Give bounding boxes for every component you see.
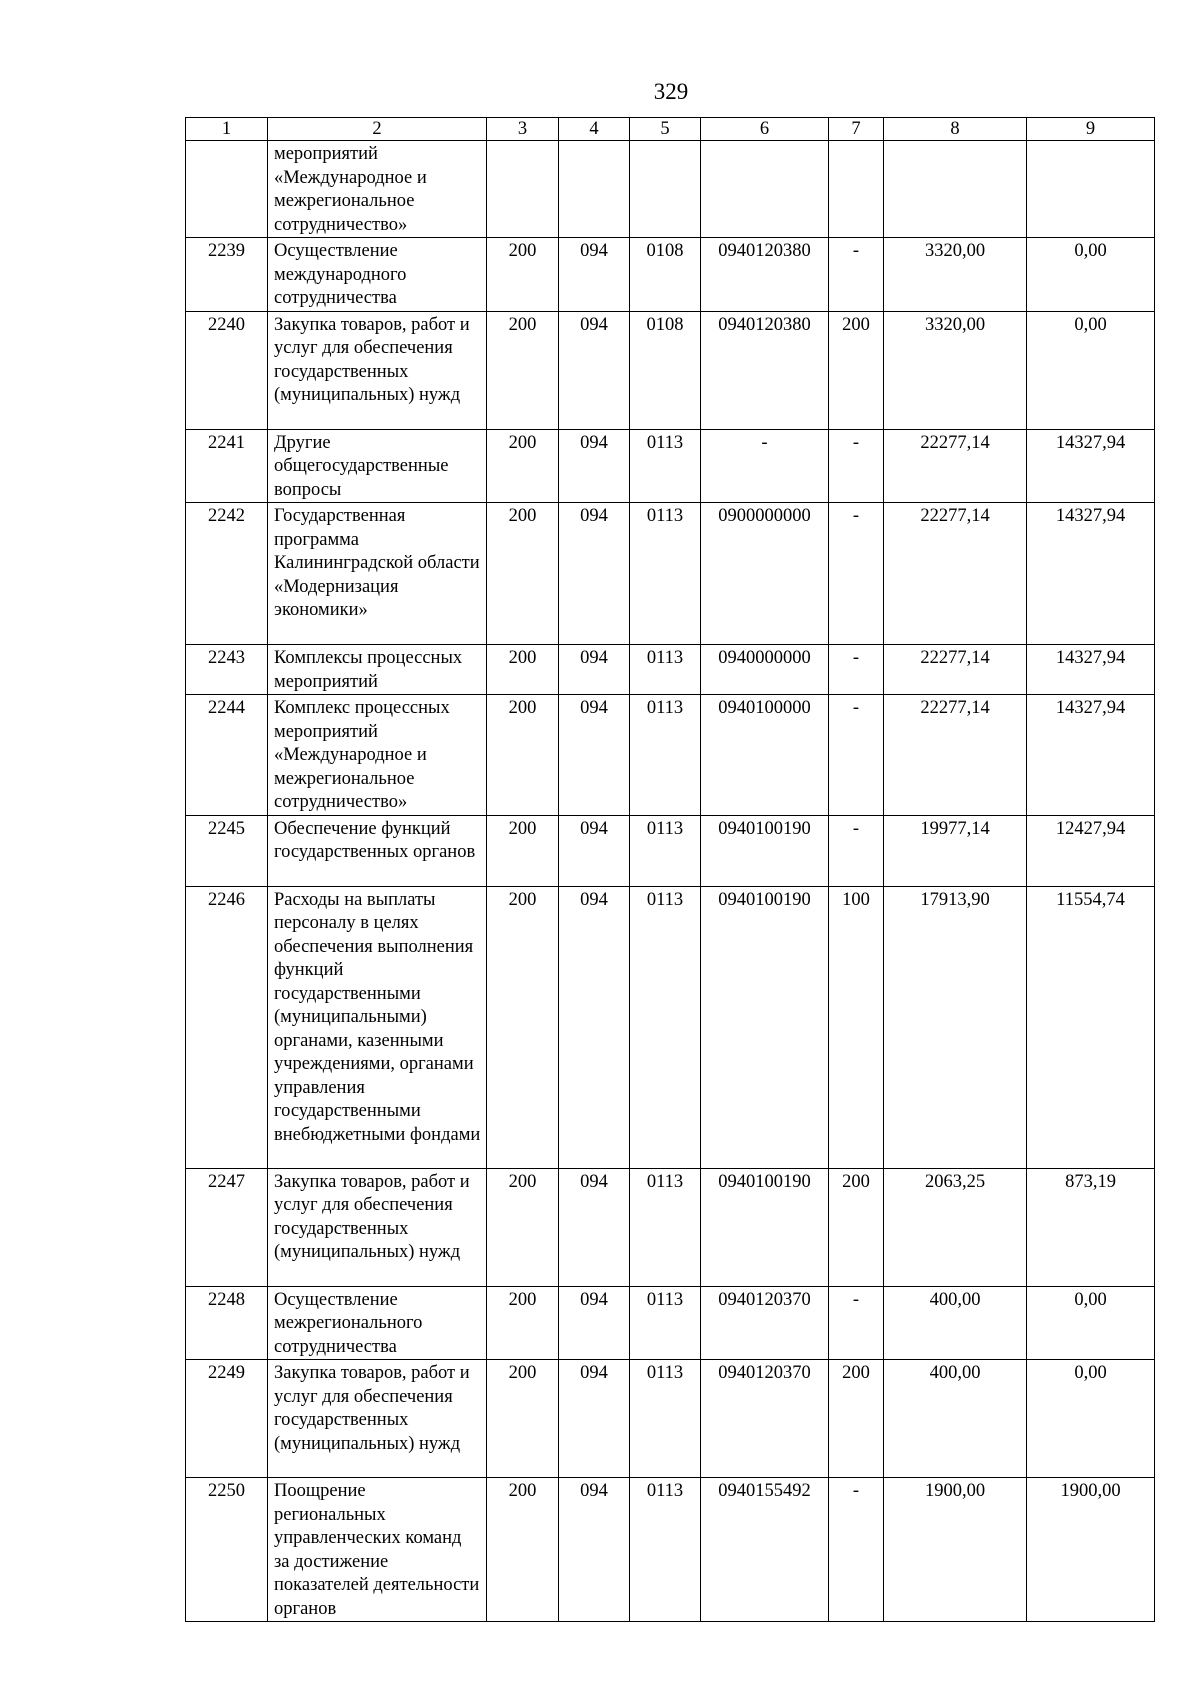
expense-type-cell: - bbox=[829, 645, 884, 695]
section-code-cell: 0113 bbox=[630, 645, 701, 695]
department-code-cell: 094 bbox=[559, 429, 630, 503]
table-header-row bbox=[186, 118, 1155, 141]
amount-year-1-cell: 22277,14 bbox=[884, 695, 1027, 816]
item-name-cell: Государственная программа Калининградской области «Модернизация экономики» bbox=[268, 503, 487, 645]
target-article-cell: 0940120380 bbox=[701, 238, 829, 312]
ministry-code-cell: 200 bbox=[487, 429, 559, 503]
amount-year-1-cell: 22277,14 bbox=[884, 645, 1027, 695]
item-name-cell: Осуществление международного сотрудничества bbox=[268, 238, 487, 312]
item-name-cell: Осуществление межрегионального сотрудничества bbox=[268, 1286, 487, 1360]
amount-year-2-cell: 14327,94 bbox=[1027, 429, 1155, 503]
amount-year-2-cell: 0,00 bbox=[1027, 311, 1155, 429]
section-code-cell: 0113 bbox=[630, 503, 701, 645]
amount-year-1-cell: 22277,14 bbox=[884, 429, 1027, 503]
row-code-cell: 2246 bbox=[186, 886, 268, 1168]
target-article-cell: 0940100190 bbox=[701, 886, 829, 1168]
amount-year-2-cell: 12427,94 bbox=[1027, 815, 1155, 886]
section-code-cell: 0113 bbox=[630, 429, 701, 503]
column-header: 7 bbox=[829, 118, 884, 141]
section-code-cell: 0113 bbox=[630, 1168, 701, 1286]
ministry-code-cell: 200 bbox=[487, 886, 559, 1168]
amount-year-1-cell: 17913,90 bbox=[884, 886, 1027, 1168]
table-row bbox=[186, 645, 1155, 695]
table-row bbox=[186, 1360, 1155, 1478]
item-name-cell: мероприятий «Международное и межрегиональное сотрудничество» bbox=[268, 141, 487, 238]
item-name-cell: Закупка товаров, работ и услуг для обеспечения государственных (муниципальных) нужд bbox=[268, 1360, 487, 1478]
expense-type-cell: - bbox=[829, 429, 884, 503]
expense-type-cell: - bbox=[829, 1478, 884, 1622]
expense-type-cell: - bbox=[829, 1286, 884, 1360]
department-code-cell: 094 bbox=[559, 815, 630, 886]
amount-year-2-cell: 11554,74 bbox=[1027, 886, 1155, 1168]
expense-type-cell: 100 bbox=[829, 886, 884, 1168]
table-row bbox=[186, 886, 1155, 1168]
amount-year-2-cell: 14327,94 bbox=[1027, 645, 1155, 695]
column-header: 4 bbox=[559, 118, 630, 141]
row-code-cell: 2247 bbox=[186, 1168, 268, 1286]
item-name-cell: Комплексы процессных мероприятий bbox=[268, 645, 487, 695]
department-code-cell: 094 bbox=[559, 886, 630, 1168]
amount-year-1-cell: 3320,00 bbox=[884, 311, 1027, 429]
column-header: 1 bbox=[186, 118, 268, 141]
target-article-cell: 0940120370 bbox=[701, 1360, 829, 1478]
section-code-cell: 0108 bbox=[630, 311, 701, 429]
item-name-cell: Закупка товаров, работ и услуг для обеспечения государственных (муниципальных) нужд bbox=[268, 311, 487, 429]
section-code-cell: 0113 bbox=[630, 695, 701, 816]
expense-type-cell: - bbox=[829, 503, 884, 645]
expense-type-cell: 200 bbox=[829, 1168, 884, 1286]
section-code-cell: 0113 bbox=[630, 1286, 701, 1360]
target-article-cell: 0940000000 bbox=[701, 645, 829, 695]
section-code-cell: 0113 bbox=[630, 886, 701, 1168]
section-code-cell: 0113 bbox=[630, 1478, 701, 1622]
amount-year-2-cell: 0,00 bbox=[1027, 238, 1155, 312]
department-code-cell: 094 bbox=[559, 238, 630, 312]
target-article-cell: 0940100000 bbox=[701, 695, 829, 816]
amount-year-2-cell: 1900,00 bbox=[1027, 1478, 1155, 1622]
ministry-code-cell: 200 bbox=[487, 238, 559, 312]
department-code-cell bbox=[559, 141, 630, 238]
section-code-cell: 0113 bbox=[630, 815, 701, 886]
department-code-cell: 094 bbox=[559, 311, 630, 429]
section-code-cell: 0113 bbox=[630, 1360, 701, 1478]
row-code-cell: 2240 bbox=[186, 311, 268, 429]
row-code-cell: 2248 bbox=[186, 1286, 268, 1360]
target-article-cell: - bbox=[701, 429, 829, 503]
row-code-cell: 2249 bbox=[186, 1360, 268, 1478]
amount-year-1-cell: 19977,14 bbox=[884, 815, 1027, 886]
target-article-cell: 0940120380 bbox=[701, 311, 829, 429]
ministry-code-cell: 200 bbox=[487, 815, 559, 886]
expense-type-cell bbox=[829, 141, 884, 238]
table-row bbox=[186, 141, 1155, 238]
item-name-cell: Закупка товаров, работ и услуг для обеспечения государственных (муниципальных) нужд bbox=[268, 1168, 487, 1286]
department-code-cell: 094 bbox=[559, 503, 630, 645]
ministry-code-cell: 200 bbox=[487, 645, 559, 695]
section-code-cell: 0108 bbox=[630, 238, 701, 312]
department-code-cell: 094 bbox=[559, 645, 630, 695]
row-code-cell: 2241 bbox=[186, 429, 268, 503]
expense-type-cell: - bbox=[829, 815, 884, 886]
item-name-cell: Другие общегосударственные вопросы bbox=[268, 429, 487, 503]
table-row bbox=[186, 503, 1155, 645]
amount-year-1-cell bbox=[884, 141, 1027, 238]
item-name-cell: Комплекс процессных мероприятий «Международное и межрегиональное сотрудничество» bbox=[268, 695, 487, 816]
ministry-code-cell: 200 bbox=[487, 1168, 559, 1286]
table-row bbox=[186, 429, 1155, 503]
table-row bbox=[186, 1168, 1155, 1286]
table-row bbox=[186, 695, 1155, 816]
ministry-code-cell: 200 bbox=[487, 1360, 559, 1478]
column-header: 5 bbox=[630, 118, 701, 141]
ministry-code-cell: 200 bbox=[487, 503, 559, 645]
row-code-cell: 2239 bbox=[186, 238, 268, 312]
ministry-code-cell: 200 bbox=[487, 1478, 559, 1622]
amount-year-2-cell: 873,19 bbox=[1027, 1168, 1155, 1286]
expense-type-cell: 200 bbox=[829, 1360, 884, 1478]
target-article-cell: 0940155492 bbox=[701, 1478, 829, 1622]
target-article-cell: 0940100190 bbox=[701, 815, 829, 886]
item-name-cell: Обеспечение функций государственных органов bbox=[268, 815, 487, 886]
target-article-cell: 0940100190 bbox=[701, 1168, 829, 1286]
item-name-cell: Расходы на выплаты персоналу в целях обеспечения выполнения функций государственными (муниципальными) органами, казенными учреждениями, органами управления государственными внебюджетными фондами bbox=[268, 886, 487, 1168]
column-header: 2 bbox=[268, 118, 487, 141]
row-code-cell: 2244 bbox=[186, 695, 268, 816]
budget-table bbox=[185, 117, 1155, 1622]
amount-year-2-cell: 14327,94 bbox=[1027, 503, 1155, 645]
amount-year-2-cell: 0,00 bbox=[1027, 1360, 1155, 1478]
department-code-cell: 094 bbox=[559, 1168, 630, 1286]
table-row bbox=[186, 311, 1155, 429]
row-code-cell: 2250 bbox=[186, 1478, 268, 1622]
page-number: 329 bbox=[653, 79, 689, 104]
expense-type-cell: - bbox=[829, 238, 884, 312]
amount-year-2-cell: 0,00 bbox=[1027, 1286, 1155, 1360]
department-code-cell: 094 bbox=[559, 1478, 630, 1622]
department-code-cell: 094 bbox=[559, 695, 630, 816]
row-code-cell: 2245 bbox=[186, 815, 268, 886]
amount-year-2-cell bbox=[1027, 141, 1155, 238]
amount-year-2-cell: 14327,94 bbox=[1027, 695, 1155, 816]
expense-type-cell: - bbox=[829, 695, 884, 816]
amount-year-1-cell: 400,00 bbox=[884, 1360, 1027, 1478]
ministry-code-cell: 200 bbox=[487, 1286, 559, 1360]
amount-year-1-cell: 2063,25 bbox=[884, 1168, 1027, 1286]
target-article-cell: 0940120370 bbox=[701, 1286, 829, 1360]
amount-year-1-cell: 400,00 bbox=[884, 1286, 1027, 1360]
amount-year-1-cell: 1900,00 bbox=[884, 1478, 1027, 1622]
ministry-code-cell: 200 bbox=[487, 311, 559, 429]
table-row bbox=[186, 1286, 1155, 1360]
table-row bbox=[186, 238, 1155, 312]
target-article-cell bbox=[701, 141, 829, 238]
table-row bbox=[186, 1478, 1155, 1622]
item-name-cell: Поощрение региональных управленческих команд за достижение показателей деятельности органов bbox=[268, 1478, 487, 1622]
section-code-cell bbox=[630, 141, 701, 238]
column-header: 8 bbox=[884, 118, 1027, 141]
table-body bbox=[186, 118, 1155, 1622]
row-code-cell bbox=[186, 141, 268, 238]
column-header: 6 bbox=[701, 118, 829, 141]
row-code-cell: 2243 bbox=[186, 645, 268, 695]
expense-type-cell: 200 bbox=[829, 311, 884, 429]
amount-year-1-cell: 3320,00 bbox=[884, 238, 1027, 312]
department-code-cell: 094 bbox=[559, 1360, 630, 1478]
column-header: 9 bbox=[1027, 118, 1155, 141]
ministry-code-cell bbox=[487, 141, 559, 238]
target-article-cell: 0900000000 bbox=[701, 503, 829, 645]
row-code-cell: 2242 bbox=[186, 503, 268, 645]
department-code-cell: 094 bbox=[559, 1286, 630, 1360]
amount-year-1-cell: 22277,14 bbox=[884, 503, 1027, 645]
ministry-code-cell: 200 bbox=[487, 695, 559, 816]
table-row bbox=[186, 815, 1155, 886]
column-header: 3 bbox=[487, 118, 559, 141]
